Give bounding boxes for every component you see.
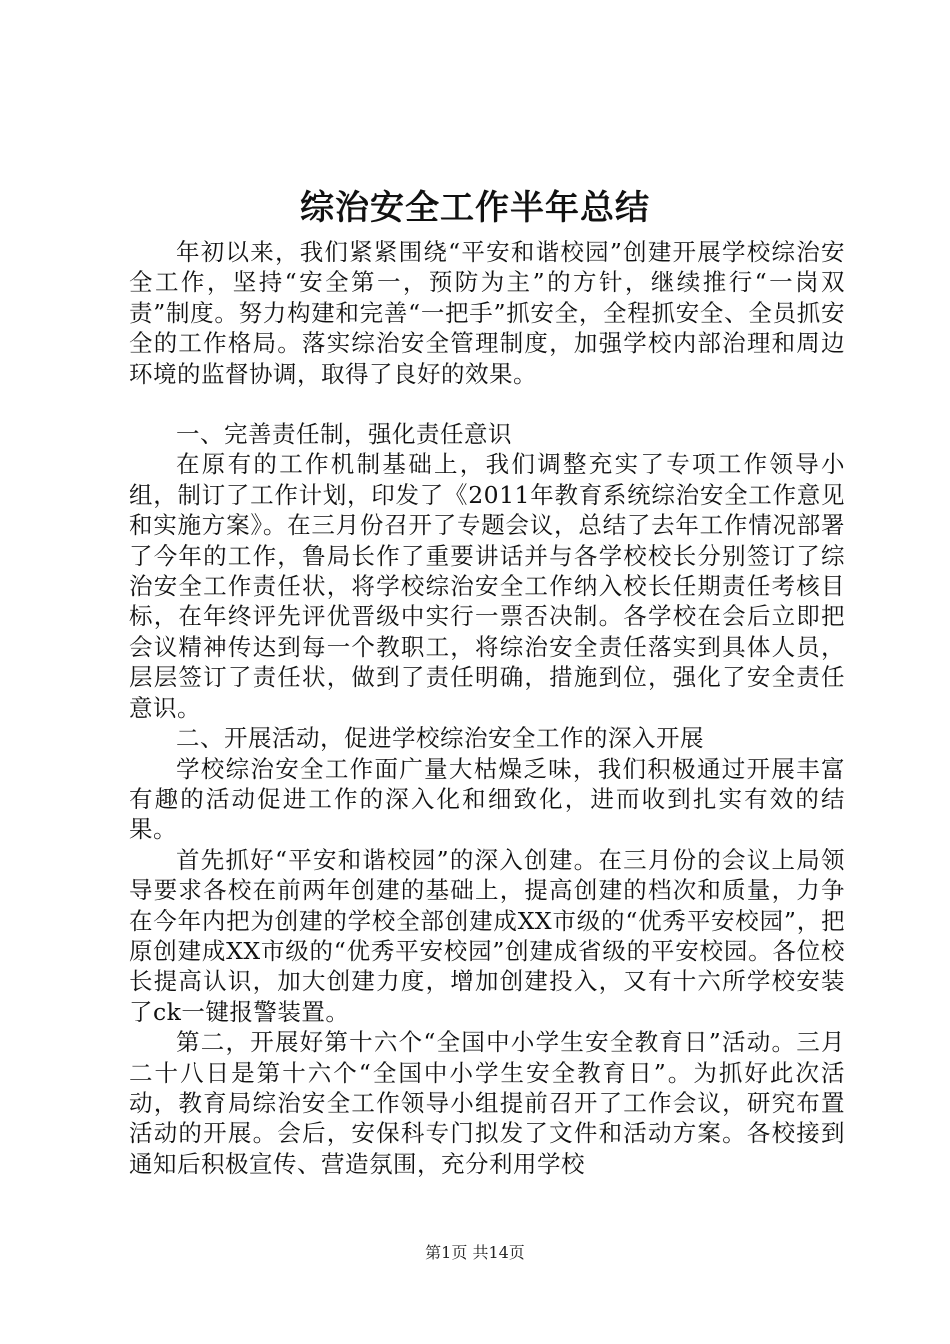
intro-paragraph: 年初以来，我们紧紧围绕“平安和谐校园”创建开展学校综治安全工作，坚持“安全第一，预防为主”的方针，继续推行“一岗双责”制度。努力构建和完善“一把手”抓安全，全程抓安全、全员抓安全的工作格局。落实综治安全管理制度，加强学校内部治理和周边环境的监督协调，取得了良好的效果。	[129, 238, 845, 388]
document-body	[129, 237, 845, 1179]
section-heading-1: 一、完善责任制，强化责任意识	[176, 420, 512, 449]
section-heading-2: 二、开展活动，促进学校综治安全工作的深入开展	[176, 724, 704, 753]
body-paragraph: 第二，开展好第十六个“全国中小学生安全教育日”活动。三月二十八日是第十六个“全国中小学生安全教育日”。为抓好此次活动，教育局综治安全工作领导小组提前召开了工作会议，研究布置活动的开展。会后，安保科专门拟发了文件和活动方案。各校接到通知后积极宣传、营造氛围，充分利用学校	[129, 1028, 845, 1178]
page-number-footer: 第1页 共14页	[425, 1243, 525, 1262]
body-paragraph: 在原有的工作机制基础上，我们调整充实了专项工作领导小组，制订了工作计划，印发了《2011年教育系统综治安全工作意见和实施方案》。在三月份召开了专题会议，总结了去年工作情况部署了今年的工作，鲁局长作了重要讲话并与各学校校长分别签订了综治安全工作责任状，将学校综治安全工作纳入校长任期责任考核目标，在年终评先评优晋级中实行一票否决制。各学校在会后立即把会议精神传达到每一个教职工，将综治安全责任落实到具体人员，层层签订了责任状，做到了责任明确，措施到位，强化了安全责任意识。	[129, 450, 845, 722]
body-paragraph: 首先抓好“平安和谐校园”的深入创建。在三月份的会议上局领导要求各校在前两年创建的基础上，提高创建的档次和质量，力争在今年内把为创建的学校全部创建成XX市级的“优秀平安校园”，把原创建成XX市级的“优秀平安校园”创建成省级的平安校园。各位校长提高认识，加大创建力度，增加创建投入，又有十六所学校安装了ck一键报警装置。	[129, 845, 845, 1026]
document-title: 综治安全工作半年总结	[300, 188, 650, 228]
body-paragraph: 学校综治安全工作面广量大枯燥乏味，我们积极通过开展丰富有趣的活动促进工作的深入化和细致化，进而收到扎实有效的结果。	[129, 754, 845, 844]
